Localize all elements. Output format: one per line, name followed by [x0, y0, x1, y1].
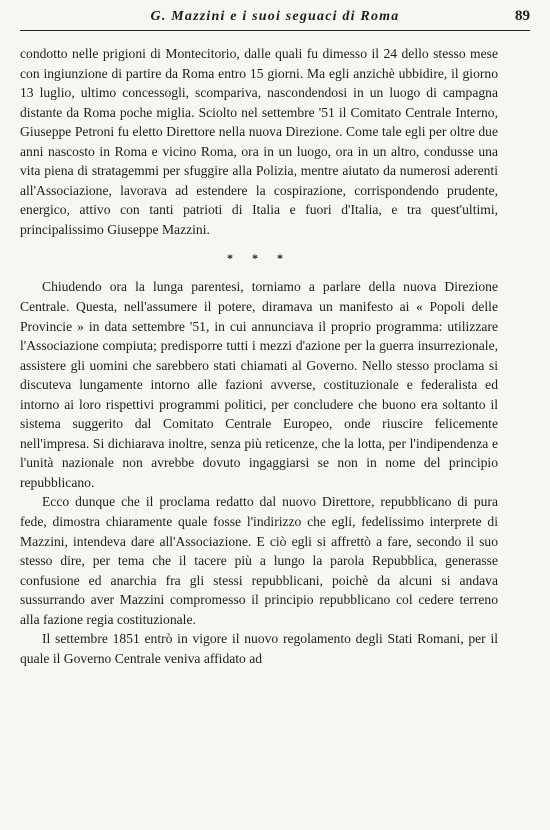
paragraph: Ecco dunque che il proclama redatto dal nuovo Direttore, repubblicano di pura fede, dimostra chiaramente quale fosse l'indirizzo che egli, fedelissimo interprete di Mazzini, intendeva dare all'Associazione. E ciò egli si affrettò a fare, secondo il suo stesso dire, per tema che il tacere più a lungo la parola Repubblica, generasse confusione ed anarchia fra gli stessi repubblicani, poichè da alcuni si andava sussurrando aver Mazzini compromesso il principio repubblicano col cedere terreno alla fazione regia costituzionale. [20, 494, 498, 627]
page-body [20, 44, 498, 668]
running-head: G. Mazzini e i suoi seguaci di Roma [150, 9, 400, 24]
paragraph-continued: condotto nelle prigioni di Montecitorio, dalle quali fu dimesso il 24 dello stesso mese con ingiunzione di partire da Roma entro 15 giorni. Ma egli anzichè ubbidire, il giorno 13 luglio, ultimo concessogli, scompariva, nascondendosi in un luogo di campagna distante da Roma poche miglia. Sciolto nel settembre '51 il Comitato Centrale Interno, Giuseppe Petroni fu eletto Direttore nella nuova Direzione. Come tale egli per oltre due anni nascosto in Roma e vicino Roma, ora in un luogo, ora in un altro, condusse una vita piena di stratagemmi per sfuggire alla Polizia, mentre aiutato da numerosi aderenti all'Associazione, lavorava ad estendere la cospirazione, corrispondendo prudente, energico, attivo con tanti patrioti di Italia e fuori d'Italia, e tra quest'ultimi, principalissimo Giuseppe Mazzini. [20, 46, 498, 237]
paragraph: Il settembre 1851 entrò in vigore il nuovo regolamento degli Stati Romani, per il quale il Governo Centrale veniva affidato ad [20, 631, 498, 666]
page-number: 89 [515, 8, 530, 24]
page-header [20, 6, 530, 31]
paragraph: Chiudendo ora la lunga parentesi, torniamo a parlare della nuova Direzione Centrale. Questa, nell'assumere il potere, diramava un manifesto ai « Popoli delle Provincie » in data settembre '51, in cui annunciava il proprio programma: utilizzare l'Associazione compiuta; predisporre tutti i mezzi d'azione per la guerra insurrezionale, assistere gli uomini che sarebbero stati chiamati al Governo. Nello stesso proclama si discuteva lungamente intorno alle fazioni avverse, costituzionale e federalista ed intorno ai loro rispettivi programmi politici, per concludere che buono era soltanto il sistema suggerito dal Comitato Centrale Europeo, onde riuscire felicemente nell'impresa. Si dichiarava inoltre, senza più reticenze, che la lotta, per l'indipendenza e l'unità nazionale non avrebbe dovuto ingaggiarsi se non in nome del principio repubblicano. [20, 279, 498, 490]
section-separator: * * * [227, 251, 291, 266]
